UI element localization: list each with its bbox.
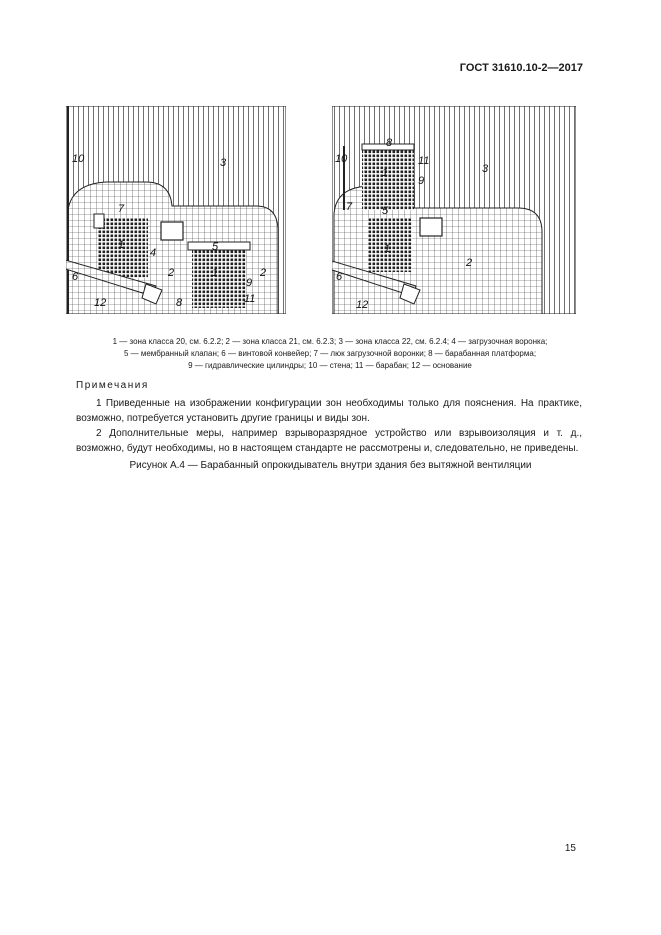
label-9: 9 <box>418 175 425 187</box>
label-5: 5 <box>382 205 389 217</box>
label-10: 10 <box>335 153 348 165</box>
label-9: 9 <box>246 277 253 289</box>
figure-left <box>66 106 286 314</box>
zone-1-drum <box>192 248 246 308</box>
notes-title: Примечания <box>76 380 149 391</box>
label-1b: 1 <box>384 243 391 255</box>
label-8: 8 <box>176 297 183 309</box>
label-5: 5 <box>212 241 219 253</box>
hopper-hatch <box>94 214 104 228</box>
label-2b: 2 <box>260 267 267 279</box>
label-6: 6 <box>72 271 79 283</box>
label-1: 1 <box>118 239 125 251</box>
label-7: 7 <box>118 203 125 215</box>
page-number: 15 <box>564 843 576 854</box>
label-2: 2 <box>168 267 175 279</box>
membrane-valve <box>161 222 183 240</box>
legend-line: 5 — мембранный клапан; 6 — винтовой конвейер; 7 — люк загрузочной воронки; 8 — барабанная платформа; <box>123 349 537 358</box>
legend-line: 9 — гидравлические цилиндры; 10 — стена; 11 — барабан; 12 — основание <box>188 361 472 370</box>
note-2: 2 Дополнительные меры, например взрыворазрядное устройство или взрывоизоляция и т. д., возможно, будут необходимы, но в настоящем стандарте не рассмотрены и, следовательно, не приведены. <box>76 428 582 454</box>
note-1: 1 Приведенные на изображении конфигурации зон необходимы только для пояснения. На практике, возможно, потребуется установить другие границы и виды зон. <box>76 398 582 424</box>
figure-caption: Рисунок А.4 — Барабанный опрокидыватель внутри здания без вытяжной вентиляции <box>129 460 532 471</box>
label-12: 12 <box>356 299 369 311</box>
label-12: 12 <box>94 297 107 309</box>
label-4: 4 <box>150 247 157 259</box>
label-11: 11 <box>244 293 256 305</box>
legend-line: 1 — зона класса 20, см. 6.2.2; 2 — зона класса 21, см. 6.2.3; 3 — зона класса 22, см. 6.2.4; 4 — загрузочная воронка; <box>112 337 548 346</box>
label-10: 10 <box>72 153 85 165</box>
standard-header: ГОСТ 31610.10-2—2017 <box>459 62 583 74</box>
label-8: 8 <box>386 137 393 149</box>
label-1b: 1 <box>212 267 219 279</box>
figure-legend <box>40 336 620 372</box>
label-2: 2 <box>466 257 473 269</box>
label-3: 3 <box>482 163 489 175</box>
figure-right <box>332 106 576 314</box>
label-6: 6 <box>336 271 343 283</box>
label-7: 7 <box>346 201 353 213</box>
membrane-valve <box>420 218 442 236</box>
label-1: 1 <box>382 167 389 179</box>
drum-platform <box>188 242 250 250</box>
label-3: 3 <box>220 157 227 169</box>
label-11: 11 <box>418 155 430 167</box>
